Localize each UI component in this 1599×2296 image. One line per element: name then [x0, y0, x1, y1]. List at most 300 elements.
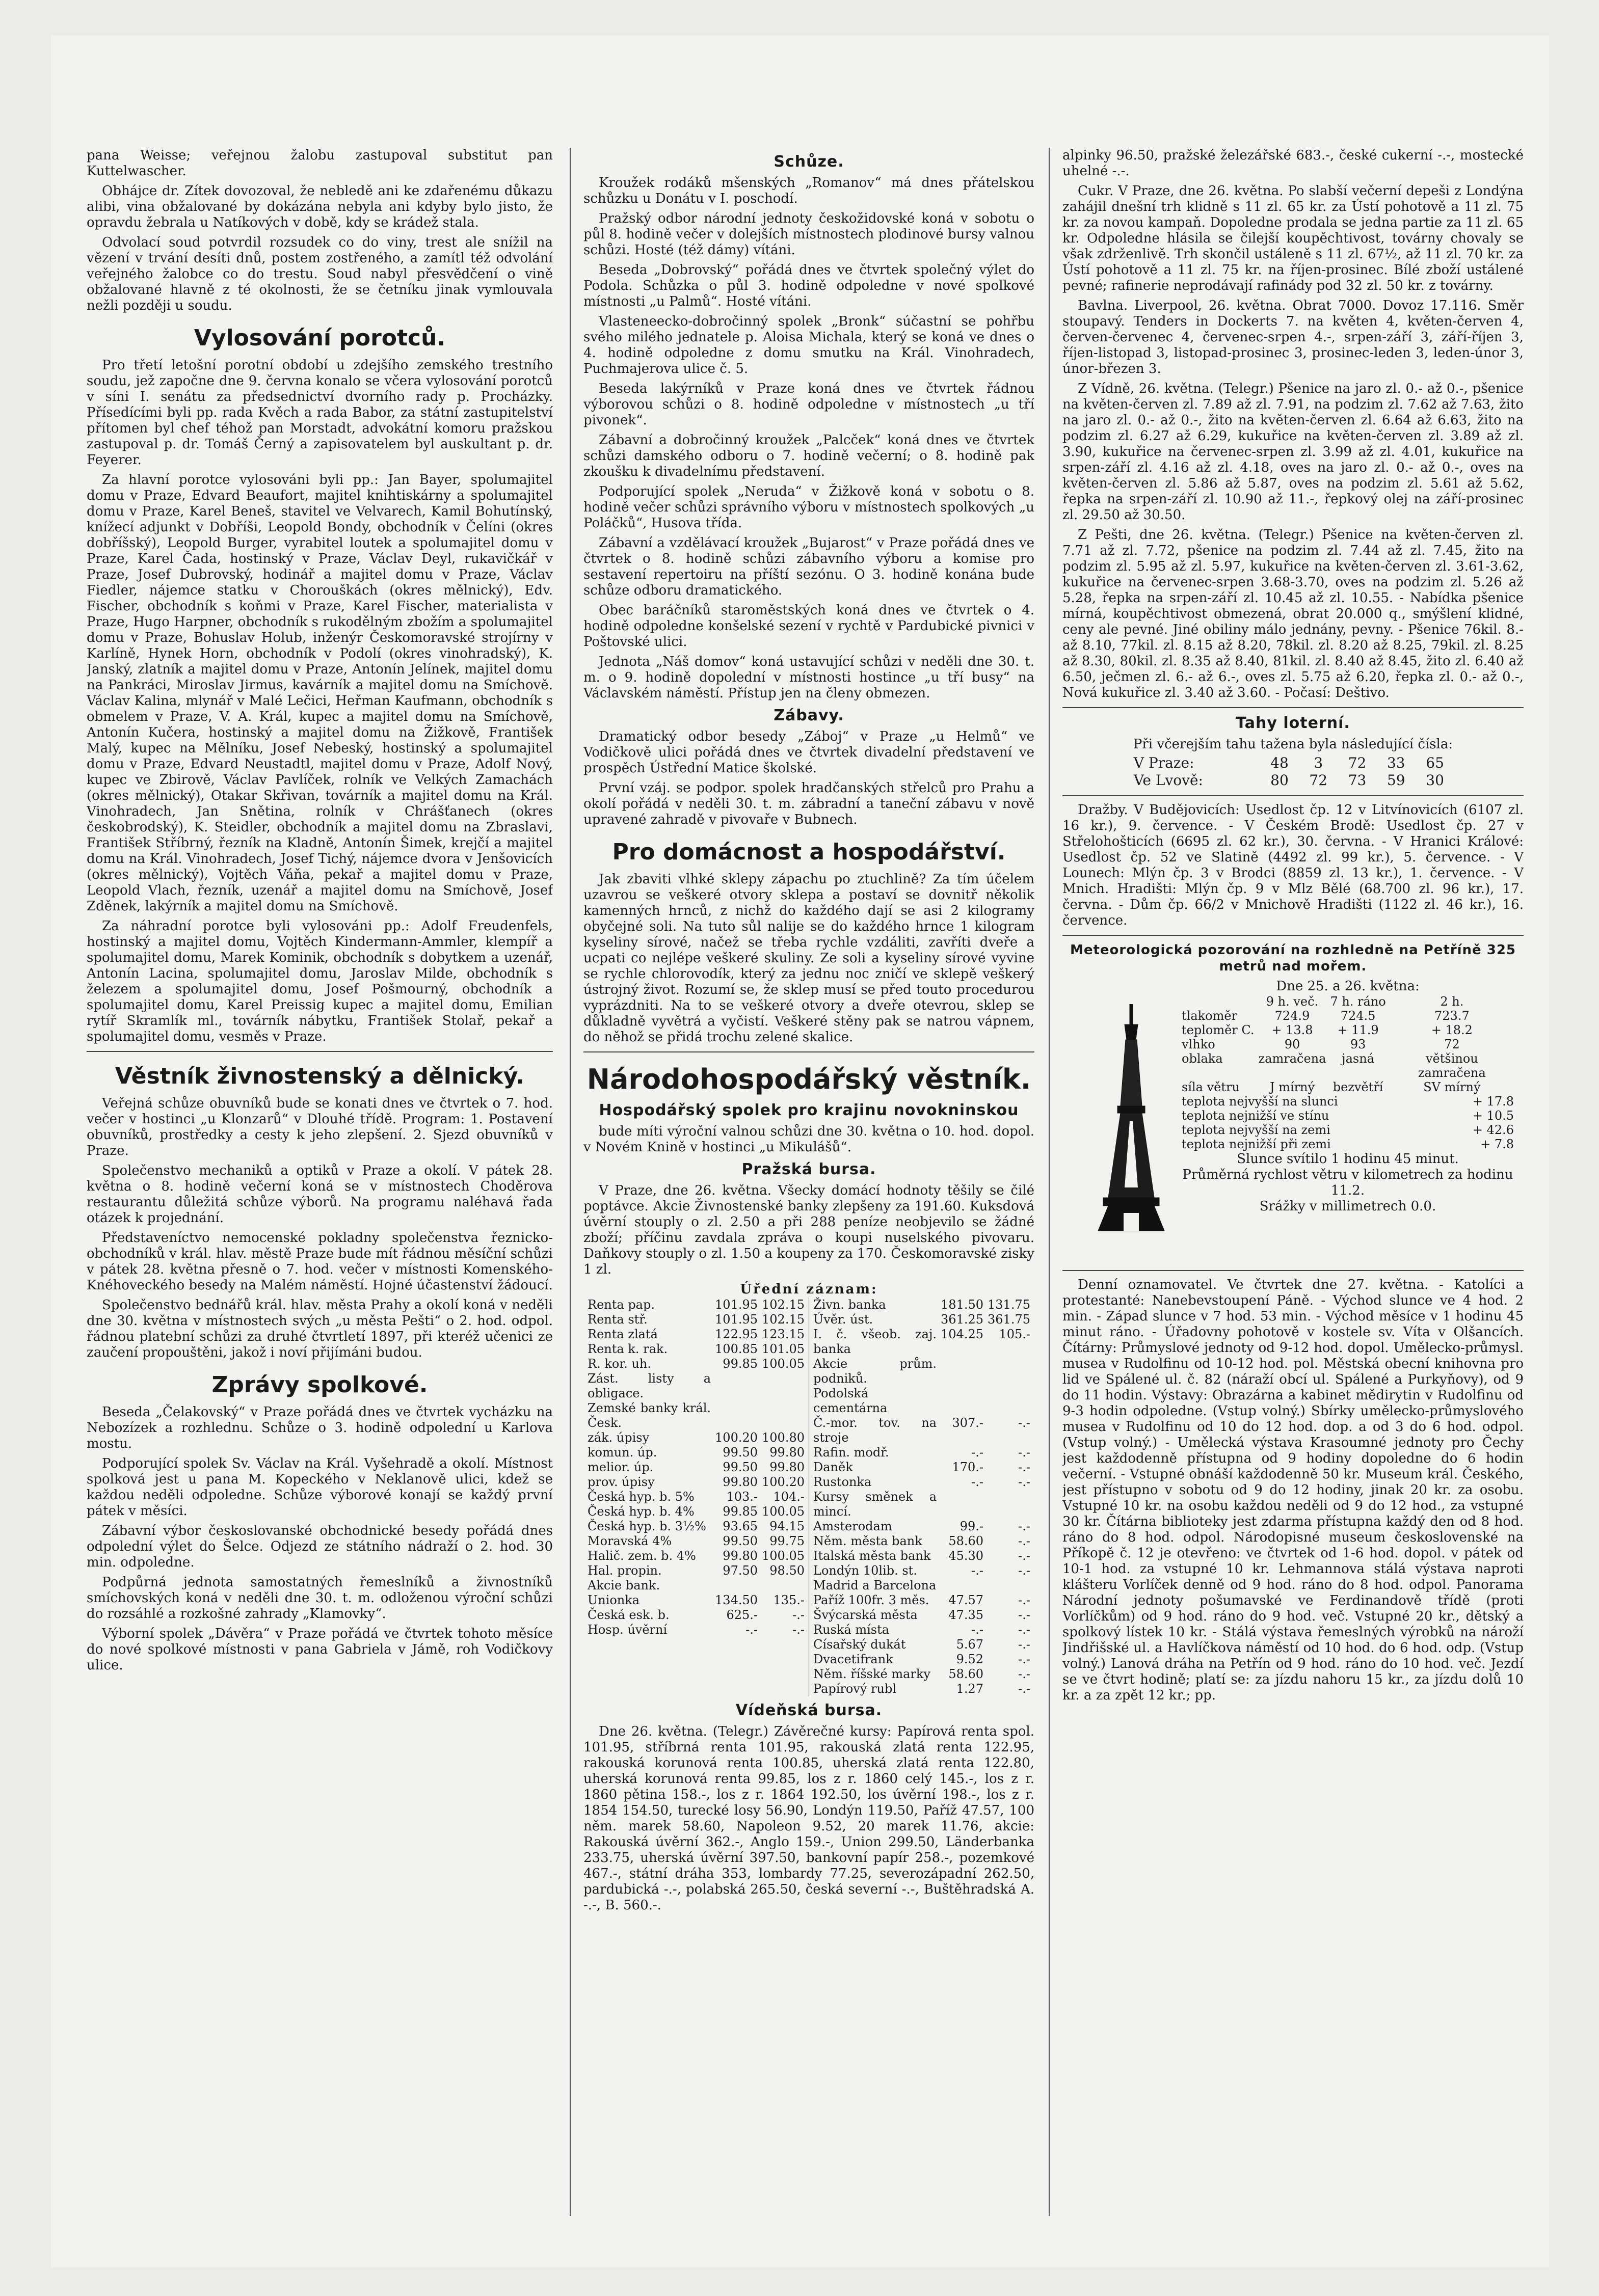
table-cell: [985, 1578, 1032, 1593]
section-heading: Vylosování porotců.: [194, 325, 446, 351]
table-cell: Amsterodam: [813, 1519, 892, 1533]
table-cell: Podolská cementárna: [813, 1386, 888, 1415]
paragraph: Jednota „Náš domov“ koná ustavující schůzi v neděli dne 30. t. m. o 9. hodině dopolední v místnosti hostince „u tří busy“ na Václavském náměstí. Přístup jen na členy obmezen.: [583, 654, 1034, 701]
paragraph: alpinky 96.50, pražské železářské 683.-, české cukerní -.-, mostecké uhelné -.-.: [1062, 148, 1524, 179]
divider: [583, 1051, 1034, 1052]
paragraph: Představeníctvo nemocenské pokladny společenstva řeznicko-obchodníků v král. hlav. městě Praze bude mít řádnou měsíční schůzi v pátek 28. května přesně o 7. hod. večer v místnosti Komenského-Knéhoveckého besedy na Malém náměstí. Hojné účastenství žádoucí.: [87, 1230, 553, 1293]
newspaper-page: [51, 36, 1549, 2267]
table-cell: 47.57: [948, 1593, 984, 1607]
paragraph: Odvolací soud potvrdil rozsudek co do viny, trest ale snížil na vězení v trvání desíti dnů, postem zostřeného, a zamítl též odvolání veřejného žalobce co do trestu. Soud nabyl přesvědčení o vině obžalované hlavně z té okolnosti, že se četníku jinak vymlouvala nežli později u soudu.: [87, 235, 553, 313]
table-row: [811, 1327, 1032, 1357]
table-row: [585, 1519, 807, 1534]
table-row: [811, 1298, 1032, 1312]
table-row: [585, 1623, 807, 1637]
paragraph: Jak zbaviti vlhké sklepy zápachu po ztuchlině? Za tím účelem uzavrou se veškeré otvory sklepa a postaví se dovnitř několik kamenných hrnců, z nichž do každého dají se asi 2 kilogramy obyčejné soli. Na tuto sůl nalije se do každého hrnce 1 kilogram kyseliny sírové, načež se třeba rychle vzdáliti, zavříti dveře a ucpati co nejlépe veškeré skuliny. Ze soli a kyseliny sírové vyvine se rychle chlorovodík, který za jednu noc zničí ve sklepě veškerý ústrojný život. Rozumí se, že sklep musí se před touto procedurou vyprázdniti. Na to se veškeré otvory a dveře otevrou, sklep se důkladně vyvětrá a vyčistí. Veškeré stěny pak se natrou vápnem, do něhož se přidá trochu zelené skalice.: [583, 872, 1034, 1045]
table-cell: jasná: [1342, 1051, 1374, 1066]
table-cell: 80: [1270, 772, 1289, 789]
table-row: [811, 1549, 1032, 1563]
table-cell: -.-: [1018, 1593, 1030, 1607]
table-cell: 99.85: [723, 1357, 758, 1371]
table-cell: Renta zlatá: [588, 1327, 658, 1341]
table-cell: 98.50: [769, 1563, 805, 1578]
table-cell: 58.60: [948, 1534, 984, 1548]
table-row: [811, 1637, 1032, 1652]
table-cell: [939, 1578, 985, 1593]
table-cell: 181.50: [941, 1298, 984, 1312]
table-cell: 100.05: [762, 1357, 805, 1371]
table-cell: Č.-mor. tov. na stroje: [813, 1416, 937, 1445]
table-cell: -.-: [971, 1623, 984, 1637]
meteo-figure: [1062, 979, 1524, 1264]
bursa-table-left: [585, 1298, 807, 1637]
divider: [1062, 707, 1524, 708]
table-cell: většinou zamračena: [1418, 1051, 1486, 1080]
table-header-cell: [1180, 994, 1257, 1009]
table-row: [811, 1445, 1032, 1460]
paragraph: Zábavní výbor českoslovanské obchodnické besedy pořádá dnes odpolední výlet do Šelce. Odjezd ze státního nádraží o 2. hod. 30 min. odpoledne.: [87, 1523, 553, 1570]
lottery-row: [1132, 772, 1455, 789]
table-cell: 99.80: [769, 1460, 805, 1474]
table-cell: zák. úpisy: [588, 1430, 650, 1445]
table-row: [811, 1460, 1032, 1475]
meteo-row: [1180, 1023, 1516, 1037]
lottery-row: [1132, 754, 1455, 772]
table-row: [585, 1312, 807, 1327]
table-row: [811, 1490, 1032, 1519]
table-cell: 99.80: [723, 1475, 758, 1489]
table-cell: 65: [1426, 754, 1444, 771]
table-row: [585, 1578, 807, 1593]
table-cell: 3: [1314, 754, 1323, 771]
table-cell: 724.9: [1274, 1009, 1310, 1023]
table-cell: 48: [1270, 754, 1289, 771]
subheading: Pražská bursa.: [741, 1160, 876, 1178]
paragraph: Denní oznamovatel. Ve čtvrtek dne 27. května. - Katolíci a protestanté: Nanebevstoupení Páně. - Východ slunce ve 4 hod. 2 min. - Západ slunce v 7 hod. 53 min. - Východ měsíce v 1 hodinu 45 minut ráno. - Úřadovny pohotově v kostele sv. Víta v Olšancích. Čítárny: Průmyslové jednoty od 9-12 hod. dopol. Umělecko-průmysl. musea v Rudolfinu od 10-12 hod. pol. Městská obecní knihovna pro lid ve Spálené ul. č. 82 (náraží obcí ul. Spálené a Purkyňovy), od 9 do 11 hodin. Výstavy: Obrazárna a kabinet mědirytin v Rudolfinu od 9-3 hodin odpoledne. (Vstup volný.) Sbírky umělecko-průmyslového musea v Rudolfinu od 10 do 12 hod. dop. a od 3 do 6 hod. odpol. (Vstup volný.) - Umělecká výstava Krasoumné jednoty pro Čechy jest každodenně přístupna od 9 hodiny dopoledne do 6 hodin večerní. - Vstupné obnáší každodenně 50 kr. Museum král. Českého, jest přístupno v sobotu od 9 do 12 hodiny, jinak 20 kr. za osobu. Vstupné 10 kr. na osobu každou neděli od 9 do 12 hod., za vstupné 30 kr. Čítárna biblioteky jest zdarma přístupna každý den od 8 hod. ráno do 8 hod. odpol. Národopisné museum československé na Příkopě č. 12 je otevřeno: ve čtvrtek od 1-6 hod. dopol. v pátek od 10-1 hod. za vstupné 10 kr. Lehmannova stálá výstava naproti klášteru Vorlíček denně od 9 hod. ráno do 8 hod. odpol. Panorama Národní jednoty pošumavské ve Ferdinandově třídě (proti Vorlíčkům) od 9 hod. ráno do 9 hod. več. Vstupné 20 kr., dětský a spolkový lístek 10 kr. - Stálá výstava řemeslných výrobků na nároží Jindřišské ul. a Havlíčkova náměstí od 10 hod. do 6 hod. odp. (Vstup volný.) Lanová dráha na Petřín od 9 hod. ráno do 10 hod. več. Jezdí se ve čtvrt hodině; platí se: za jízdu nahoru 15 kr., za jízdu dolů 10 kr. a za zpět 12 kr.; pp.: [1062, 1277, 1524, 1703]
table-row: [811, 1519, 1032, 1534]
table-cell: -.-: [971, 1445, 984, 1460]
paragraph: Společenstvo mechaniků a optiků v Praze a okolí. V pátek 28. května o 8. hodině večerní koná se v místnostech Choděrova restaurantu důležitá schůze výborů. Na programu naléhavá řada otázek k projednání.: [87, 1163, 553, 1226]
meteo-row: [1180, 1094, 1516, 1109]
table-cell: 99.80: [769, 1445, 805, 1460]
table-cell: Papírový rubl: [813, 1682, 897, 1696]
paragraph: Za hlavní porotce vylosováni byli pp.: Jan Bayer, spolumajitel domu v Praze, Edvard Beaufort, majitel knihtiskárny a spolumajitel domu v Praze, Karel Beneš, stavitel ve Velvarech, Kamil Bohutínský, knížecí adjunkt v Dobříši, Leopold Bondy, obchodník v Čelíni (okres dobříšský), Leopold Burger, vyrabitel loutek a spolumajitel domu v Praze, Karel Čada, hostinský v Praze, Václav Deyl, rukavičkář v Praze, Josef Dubrovský, hodinář a majitel domu v Praze, Václav Fiedler, nájemce statku v Chorouškách (okres mělnický), Edv. Fischer, obchodník s koňmi v Praze, Karel Fischer, materialista v Praze, Hugo Harpner, obchodník s rukodělným zbožím a spolumajitel domu v Praze, Bohuslav Holub, inženýr Českomoravské strojírny v Karlíně, Hynek Horn, obchodník v Podolí (okres vinohradský), K. Janský, zlatník a majitel domu v Praze, Antonín Jelínek, majitel domu na Pankráci, Miroslav Jirmus, kavárník a majitel domu na Smíchově. Václav Kalina, mlynář v Malé Lečici, Heřman Kaufmann, obchodník s obmelem v Praze, V. A. Král, kupec a majitel domu na Smíchově, Antonín Kučera, hostinský a majitel domu na Žižkově, František Malý, kupec na Mělníku, Josef Nebeský, hostinský a spolumajitel domu v Praze, Edvard Neustadtl, majitel domu v Praze, Adolf Nový, kupec ve Zbirově, Václav Pavlíček, rolník ve Velkých Zamachách (okres mělnický), Otakar Skřivan, továrník a majitel domu na Král. Vinohradech, Jan Snětina, rolník v Chrášťanech (okres českobrodský), K. Steidler, obchodník a majitel domu na Zbraslavi, František Stříbrný, řezník na Kladně, Antonín Šimek, krejčí a majitel domu na Král. Vinohradech, Josef Tichý, nájemce dvora v Jenšovicích (okres mělnický), Vojtěch Váňa, pekař a majitel domu v Praze, Leopold Vlach, řezník, uzenář a majitel domu na Smíchově, Josef Zděnek, lakýrník a majitel domu na Smíchově.: [87, 472, 553, 914]
table-cell: Halič. zem. b. 4%: [588, 1549, 696, 1563]
table-cell: -.-: [1018, 1416, 1030, 1430]
table-cell: [760, 1401, 807, 1430]
divider: [1062, 935, 1524, 936]
table-cell: -.-: [971, 1563, 984, 1578]
section-heading: Pro domácnost a hospodářství.: [612, 839, 1006, 865]
table-cell: 100.20: [762, 1475, 805, 1489]
bursa-table: [583, 1298, 1034, 1696]
table-cell: [939, 1386, 985, 1416]
table-cell: 100.85: [715, 1342, 758, 1356]
table-cell: komun. úp.: [588, 1445, 657, 1460]
table-row: [585, 1327, 807, 1342]
table-cell: Rustonka: [813, 1475, 872, 1489]
column-rule: [570, 148, 571, 2216]
column-left: [87, 148, 553, 2216]
table-cell: Něm. říšské marky: [813, 1667, 931, 1681]
table-cell: zamračena: [1258, 1051, 1326, 1066]
table-cell: -.-: [971, 1475, 984, 1489]
paragraph: Cukr. V Praze, dne 26. května. Po slabší večerní depeši z Londýna zahájil dnešní trh klidně s 11 zl. 65 kr. za Ústí pohotově a 11 zl. 75 kr. za novou kampaň. Dopoledne prodala se jedna partie za 11 zl. 65 kr. Odpoledne hlásila se čilejší koupěchtivost, továrny chovaly se však zdrženlivě. Trh skončil ustáleně s 11 zl. 67½, až 11 zl. 70 kr. za Ústí pohotově a 11 zl. 75 kr. na říjen-prosinec. Bílé zboží ustálené pevné; rafinerie neprodávají rafinády pod 32 zl. 50 kr. z továrny.: [1062, 183, 1524, 293]
paragraph: Zábavní a vzdělávací kroužek „Bujarost“ v Praze pořádá dnes ve čtvrtek o 8. hodině schůzi zábavního výboru a komise pro sestavení repertoiru na příští sezónu. O 3. hodině konána bude schůze odboru dramatického.: [583, 535, 1034, 598]
table-cell: -.-: [1018, 1652, 1030, 1666]
paragraph: Z Vídně, 26. května. (Telegr.) Pšenice na jaro zl. 0.- až 0.-, pšenice na květen-červen zl. 7.89 až zl. 7.91, na podzim zl. 7.62 až 7.63, žito na jaro zl. 0.- až 0.-, žito na květen-červen zl. 6.64 až 6.63, žito na podzim zl. 6.27 až 6.29, kukuřice na květen-červen zl. 3.89 až zl. 3.90, kukuřice na červenec-srpen zl. 3.99 až zl. 4.01, kukuřice na srpen-září zl. 4.16 až zl. 4.18, oves na jaro zl. 0.- až 0.-, oves na květen-červen zl. 5.86 až 5.87, oves na podzim zl. 5.61 až 5.62, řepka na srpen-září zl. 10.90 až 11.-, řepkový olej na září-prosinec zl. 29.50 až 30.50.: [1062, 381, 1524, 523]
table-cell: 5.67: [956, 1637, 984, 1652]
table-cell: 361.75: [988, 1312, 1030, 1327]
meteo-table: [1180, 994, 1516, 1094]
table-cell: 170.-: [952, 1460, 984, 1474]
table-cell: -.-: [1018, 1475, 1030, 1489]
meteo-row: [1180, 1137, 1516, 1151]
table-cell: Akcie bank.: [588, 1578, 660, 1592]
table-row: [811, 1667, 1032, 1682]
table-cell: Rafin. modř.: [813, 1445, 889, 1460]
table-cell: -.-: [792, 1608, 805, 1622]
table-cell: 1.27: [956, 1682, 984, 1696]
table-cell: Úvěr. úst.: [813, 1312, 873, 1327]
table-cell: teplota nejvyšší na zemi: [1182, 1123, 1330, 1137]
table-cell: 9.52: [956, 1652, 984, 1666]
table-row: [585, 1430, 807, 1445]
paragraph: Dramatický odbor besedy „Záboj“ v Praze „u Helmů“ ve Vodičkově ulici pořádá dnes ve čtvrtek divadelní představení ve prospěch Ústřední Matice školské.: [583, 729, 1034, 776]
table-row: [811, 1416, 1032, 1445]
section-heading: Tahy loterní.: [1236, 714, 1350, 732]
table-cell: Česká hyp. b. 3½%: [588, 1519, 706, 1533]
table-cell: 135.-: [773, 1593, 805, 1607]
table-cell: teplota nejnižší při zemi: [1182, 1137, 1331, 1151]
paragraph: Beseda „Dobrovský“ pořádá dnes ve čtvrtek společný výlet do Podola. Schůzka o půl 3. hodině odpoledne v nové spolkové místnosti „u Palmů“. Hosté vítáni.: [583, 262, 1034, 309]
paragraph: Podpůrná jednota samostatných řemeslníků a živnostníků smíchovských koná v neděli dne 30. t. m. odloženou výroční schůzi do rozsáhlé a rozkošné zahrady „Klamovky“.: [87, 1575, 553, 1622]
paragraph: Bavlna. Liverpool, 26. května. Obrat 7000. Dovoz 17.116. Směr stoupavý. Tenders in Dockerts 7. na květen 4, květen-červen 4, červen-červenec 4, červenec-srpen 4.-, srpen-září 3, září-říjen 3, říjen-listopad 3, listopad-prosinec 3, prosinec-leden 3, leden-únor 3, únor-březen 3.: [1062, 298, 1524, 376]
table-cell: vlhko: [1182, 1037, 1215, 1051]
table-cell: 45.30: [948, 1549, 984, 1563]
meteo-row: [1180, 1080, 1516, 1094]
table-cell: Madrid a Barcelona: [813, 1578, 937, 1592]
table-cell: SV mírný: [1423, 1080, 1481, 1094]
table-cell: [939, 1490, 985, 1519]
meteo-note: Slunce svítilo 1 hodinu 45 minut.: [1237, 1151, 1459, 1167]
table-row: [811, 1578, 1032, 1593]
table-cell: Daněk: [813, 1460, 853, 1474]
meteo-note: Srážky v millimetrech 0.0.: [1259, 1199, 1436, 1214]
meteo-row: [1180, 1051, 1516, 1080]
section-heading: Národohospodářský věstník.: [587, 1063, 1031, 1095]
paragraph: Pro třetí letošní porotní období u zdejšího zemského trestního soudu, jež započne dne 9. června konalo se včera vylosování porotců v síni I. senátu za předsednictví dvorního rady p. Procházky. Přísedícími byli pp. rada Kvěch a rada Babor, za státní zastupitelství přítomen byl chef téhož pan Morstadt, advokátní komoru pražskou zastupoval p. dr. Tomáš Černý a zapisovatelem byl auskultant p. dr. Feyerer.: [87, 358, 553, 468]
table-cell: teplota nejnižší ve stínu: [1182, 1109, 1329, 1123]
table-cell: + 13.8: [1271, 1023, 1313, 1037]
table-cell: 104.-: [773, 1490, 805, 1504]
paragraph: V Praze, dne 26. května. Všecky domácí hodnoty těšily se čilé poptávce. Akcie Živnostenské banky zlepšeny za 191.60. Kuksdová úvěrní stouply o zl. 2.50 a při 288 peníze neobjevilo se žádné zboží; příčinu zavdala zpráva o koupi nuselského pivovaru. Daňkovy stouply o zl. 1.50 a koupeny za 170. Českomoravské zisky 1 zl.: [583, 1183, 1034, 1277]
table-header-cell: 9 h. več.: [1266, 994, 1319, 1009]
table-cell: melior. úp.: [588, 1460, 654, 1474]
table-cell: -.-: [1018, 1667, 1030, 1681]
table-cell: -.-: [1018, 1623, 1030, 1637]
table-row: [811, 1608, 1032, 1623]
table-header-cell: 2 h.: [1440, 994, 1464, 1009]
section-heading: Schůze.: [774, 153, 844, 171]
table-row: [585, 1357, 807, 1371]
divider: [1062, 1270, 1524, 1271]
table-row: [811, 1682, 1032, 1696]
table-cell: Renta k. rak.: [588, 1342, 668, 1356]
table-cell: 131.75: [988, 1298, 1030, 1312]
table-cell: Paříž 100fr. 3 měs.: [813, 1593, 929, 1607]
section-heading: Meteorologická pozorování na rozhledně na Petříně 325 metrů nad mořem.: [1070, 942, 1516, 974]
lottery-table: [1132, 754, 1455, 789]
table-row: [585, 1401, 807, 1430]
paragraph: Dražby. V Budějovicích: Usedlost čp. 12 v Litvínovicích (6107 zl. 16 kr.), 9. července. - V Českém Brodě: Usedlost čp. 27 v Střelohošticích (6695 zl. 62 kr.), 30. června. - V Hranici Králové: Usedlost čp. 52 ve Slatině (4492 zl. 99 kr.), 5. července. - V Lounech: Mlýn čp. 3 v Brodci (8859 zl. 13 kr.), 1. července. - V Mnich. Hradišti: Mlýn čp. 9 v Mlz Bělé (68.700 zl. 96 kr.), 17. června. - Dům čp. 66/2 v Mnichově Hradišti (1122 zl. 46 kr.), 16. července.: [1062, 802, 1524, 928]
table-cell: + 7.8: [1480, 1137, 1514, 1151]
table-cell: Londýn 10lib. st.: [813, 1563, 917, 1578]
table-cell: Ve Lvově:: [1133, 772, 1203, 789]
table-cell: 73: [1348, 772, 1367, 789]
table-cell: 105.-: [999, 1327, 1030, 1341]
table-cell: 122.95: [715, 1327, 758, 1341]
table-row: [585, 1608, 807, 1623]
table-cell: 102.15: [762, 1298, 805, 1312]
table-cell: [985, 1357, 1032, 1386]
table-row: [811, 1475, 1032, 1490]
column-right: [1062, 148, 1524, 2216]
table-cell: Něm. města bank: [813, 1534, 922, 1548]
paragraph: Pražský odbor národní jednoty českožidovské koná v sobotu o půl 8. hodině večer v dolejších místnostech plodinové bursy valnou schůzi. Hosté (též dámy) vítáni.: [583, 211, 1034, 258]
table-cell: Hosp. úvěrní: [588, 1623, 668, 1637]
table-cell: Švýcarská města: [813, 1608, 918, 1622]
column-middle: [583, 148, 1034, 2216]
table-cell: -.-: [1018, 1637, 1030, 1652]
table-cell: [713, 1371, 760, 1401]
table-cell: -.-: [1018, 1519, 1030, 1533]
divider: [1062, 795, 1524, 796]
paragraph: Zábavní a dobročinný kroužek „Palcček“ koná dnes ve čtvrtek schůzi damského odboru o 7. hodině večerní; o 8. hodině pak zkoušku k divadelnímu představení.: [583, 433, 1034, 479]
table-cell: Unionka: [588, 1593, 640, 1607]
table-cell: 723.7: [1434, 1009, 1470, 1023]
table-cell: Akcie prům. podniků.: [813, 1357, 937, 1386]
table-cell: 101.05: [762, 1342, 805, 1356]
table-cell: 100.20: [715, 1430, 758, 1445]
table-cell: Zást. listy a obligace.: [588, 1371, 711, 1400]
meteo-row: [1180, 1009, 1516, 1023]
table-row: [585, 1342, 807, 1357]
table-cell: Živn. banka: [813, 1298, 886, 1312]
table-cell: 100.05: [762, 1504, 805, 1519]
table-cell: 99.50: [723, 1445, 758, 1460]
meteo-row: [1180, 1109, 1516, 1123]
table-row: [585, 1475, 807, 1490]
table-cell: oblaka: [1182, 1051, 1223, 1066]
table-row: [585, 1460, 807, 1475]
paragraph: pana Weisse; veřejnou žalobu zastupoval substitut pan Kuttelwascher.: [87, 148, 553, 179]
table-cell: 99.85: [723, 1504, 758, 1519]
paragraph: Beseda „Čelakovský“ v Praze pořádá dnes ve čtvrtek vycházku na Nebozízek a rozhlednu. Schůze o 3. hodině odpolední u Karlova mostu.: [87, 1404, 553, 1451]
paragraph: Výborní spolek „Dávěra“ v Praze pořádá ve čtvrtek tohoto měsíce do nové spolkové místnosti v pana Gabriela v Jámě, roh Vodičkovy ulice.: [87, 1626, 553, 1673]
table-cell: Renta pap.: [588, 1298, 655, 1312]
table-row: [585, 1445, 807, 1460]
table-cell: Dvacetifrank: [813, 1652, 893, 1666]
table-cell: Česká esk. b.: [588, 1608, 670, 1622]
paragraph: Obhájce dr. Zítek dovozoval, že nebledě ani ke zdařenému důkazu alibi, vina obžalované by dokázána nebyla ani kdyby bylo jisto, že opravdu žebrala u Natíkových v době, kdy se krádež stala.: [87, 183, 553, 230]
table-cell: [985, 1490, 1032, 1519]
table-row: [585, 1371, 807, 1401]
table-cell: 101.95: [715, 1298, 758, 1312]
table-cell: 93: [1350, 1037, 1366, 1051]
paragraph: Beseda lakýrníků v Praze koná dnes ve čtvrtek řádnou výborovou schůzi o 8. hodině odpoledne v místnostech „u tří pivonek“.: [583, 381, 1034, 428]
table-cell: Renta stř.: [588, 1312, 648, 1327]
table-row: [585, 1490, 807, 1504]
table-cell: 47.35: [948, 1608, 984, 1622]
table-cell: 103.-: [726, 1490, 758, 1504]
table-row: [585, 1298, 807, 1312]
table-row: [585, 1549, 807, 1563]
table-cell: 101.95: [715, 1312, 758, 1327]
table-cell: + 18.2: [1431, 1023, 1473, 1037]
table-cell: 100.05: [762, 1549, 805, 1563]
table-cell: + 10.5: [1472, 1109, 1514, 1123]
table-cell: 99.-: [960, 1519, 984, 1533]
table-cell: -.-: [1018, 1445, 1030, 1460]
subheading: Hospodářský spolek pro krajinu novokninskou: [599, 1101, 1019, 1119]
table-cell: 99.75: [769, 1534, 805, 1548]
table-row: [811, 1623, 1032, 1637]
table-cell: tlakoměr: [1182, 1009, 1238, 1023]
paragraph: Obec baráčníků staroměstských koná dnes ve čtvrtek o 4. hodině odpoledne konšelské sezení v rychtě v Pardubické pivnici v Poštovské ulici.: [583, 603, 1034, 650]
table-row: [811, 1652, 1032, 1667]
table-cell: [760, 1371, 807, 1401]
table-cell: + 17.8: [1472, 1094, 1514, 1109]
section-heading: Zábavy.: [774, 707, 844, 724]
table-cell: 99.80: [723, 1549, 758, 1563]
table-cell: Česká hyp. b. 5%: [588, 1490, 695, 1504]
table-cell: 134.50: [715, 1593, 758, 1607]
table-cell: [985, 1386, 1032, 1416]
section-heading: Věstník živnostenský a dělnický.: [115, 1063, 524, 1089]
table-cell: 99.50: [723, 1534, 758, 1548]
table-cell: -.-: [1018, 1682, 1030, 1696]
table-cell: bezvětří: [1332, 1080, 1383, 1094]
paragraph: Dne 26. května. (Telegr.) Závěrečné kursy: Papírová renta spol. 101.95, stříbrná renta 101.95, rakouská zlatá renta 122.95, rakouská korunová renta 100.85, uherská zlatá renta 122.80, uherská korunová renta 99.85, los z r. 1860 celý 145.-, los z r. 1860 pětina 158.-, los z r. 1864 192.50, los úvěrní 198.-, los z r. 1854 154.50, turecké losy 56.90, Londýn 119.50, Paříž 47.57, 100 něm. marek 58.60, Napoleon 9.52, 20 marek 11.76, akcie: Rakouská úvěrní 362.-, Anglo 159.-, Union 299.50, Länderbanka 233.75, uherská úvěrní 397.50, bankovní papír 258.-, pozemkové 467.-, státní dráha 353, lombardy 77.25, severozápadní 262.50, pardubická -.-, polabská 265.50, česká severní -.-, Buštěhradská A. -.-, B. 560.-.: [583, 1724, 1034, 1913]
paragraph: Z Pešti, dne 26. května. (Telegr.) Pšenice na květen-červen zl. 7.71 až zl. 7.72, pšenice na podzim zl. 7.44 až zl. 7.45, žito na podzim zl. 5.95 až zl. 5.97, kukuřice na květen-červen zl. 3.61-3.62, kukuřice na červenec-srpen 3.68-3.70, oves na podzim zl. 5.26 až 5.28, řepka na srpen-září zl. 10.45 až zl. 10.55. - Nabídka pšenice mírná, koupěchtivost obmezená, obrat 20.000 q., smýšlení klidné, ceny ale pevné. Jiné obiliny málo jednány, pevny. - Pšenice 76kil. 8.- až 8.10, 77kil. zl. 8.15 až 8.20, 78kil. zl. 8.20 až 8.25, 79kil. zl. 8.25 až 8.30, 80kil. zl. 8.35 až 8.40, 81kil. zl. 8.40 až 8.45, žito zl. 6.40 až 6.50, ječmen zl. 6.- až 6.-, oves zl. 5.75 až 6.20, řepka zl. 0.- až 0.-, Nová kukuřice zl. 3.40 až 3.60. - Počasí: Deštivo.: [1062, 527, 1524, 700]
table-row: [811, 1386, 1032, 1416]
table-cell: Italská města bank: [813, 1549, 931, 1563]
table-cell: prov. úpisy: [588, 1475, 655, 1489]
meteo-date: Dne 25. a 26. května:: [1276, 979, 1420, 994]
table-cell: 72: [1348, 754, 1367, 771]
table-cell: Česká hyp. b. 4%: [588, 1504, 695, 1519]
table-cell: Zemské banky král. Česk.: [588, 1401, 711, 1430]
table-row: [811, 1534, 1032, 1549]
table-cell: -.-: [792, 1623, 805, 1637]
table-cell: -.-: [1018, 1563, 1030, 1578]
table-cell: 72: [1444, 1037, 1460, 1051]
lottery-intro: Při včerejším tahu tažena byla následující čísla:: [1133, 737, 1453, 752]
paragraph: Kroužek rodáků mšenských „Romanov“ má dnes přátelskou schůzku u Donátu v I. poschodí.: [583, 175, 1034, 206]
column-rule: [1049, 148, 1050, 2216]
meteo-row: [1180, 1123, 1516, 1137]
table-cell: [713, 1578, 760, 1593]
subheading: Vídeňská bursa.: [735, 1701, 883, 1719]
table-cell: 90: [1284, 1037, 1300, 1051]
table-cell: -.-: [1018, 1534, 1030, 1548]
table-row: [585, 1593, 807, 1608]
table-cell: Hal. propin.: [588, 1563, 662, 1578]
table-cell: 307.-: [952, 1416, 984, 1430]
table-cell: [760, 1578, 807, 1593]
table-header-cell: 7 h. ráno: [1330, 994, 1386, 1009]
table-cell: + 11.9: [1337, 1023, 1379, 1037]
table-cell: 99.50: [723, 1460, 758, 1474]
table-row: [811, 1593, 1032, 1608]
table-cell: 123.15: [762, 1327, 805, 1341]
table-cell: 102.15: [762, 1312, 805, 1327]
meteo-extremes: [1180, 1094, 1516, 1151]
table-cell: -.-: [745, 1623, 758, 1637]
meteo-row: [1180, 1037, 1516, 1051]
table-cell: 33: [1387, 754, 1405, 771]
table-row: [811, 1563, 1032, 1578]
table-cell: 59: [1387, 772, 1405, 789]
table-cell: 361.25: [941, 1312, 984, 1327]
paragraph: Podporující spolek „Neruda“ v Žižkově koná v sobotu o 8. hodině večer schůzi správního výboru v místnostech spolkových „u Poláčků“, Husova třída.: [583, 484, 1034, 531]
table-cell: I. č. všeob. zaj. banka: [813, 1327, 937, 1356]
table-cell: 58.60: [948, 1667, 984, 1681]
table-cell: teplota nejvyšší na slunci: [1182, 1094, 1338, 1109]
bursa-table-right: [811, 1298, 1032, 1696]
table-cell: Ruská místa: [813, 1623, 890, 1637]
table-cell: [713, 1401, 760, 1430]
section-heading: Zprávy spolkové.: [211, 1372, 428, 1398]
table-cell: J mírný: [1269, 1080, 1315, 1094]
paragraph: Veřejná schůze obuvníků bude se konati dnes ve čtvrtek o 7. hod. večer v hostinci „u Klonzarů“ v Dlouhé třídě. Program: 1. Postavení obuvníků, prostředky a cesty k jeho zlepšení. 2. Sjezd obuvníků v Praze.: [87, 1096, 553, 1158]
meteo-note: Průměrná rychlost větru v kilometrech za hodinu 11.2.: [1182, 1167, 1513, 1198]
table-cell: 100.80: [762, 1430, 805, 1445]
paragraph: První vzáj. se podpor. spolek hradčanských střelců pro Prahu a okolí pořádá v neděli 30. t. m. zábradní a taneční zábavu v nově upravené zahradě v pivovaře v Bubnech.: [583, 780, 1034, 827]
table-cell: Kursy směnek a mincí.: [813, 1490, 937, 1519]
table-cell: 30: [1426, 772, 1444, 789]
table-cell: 724.5: [1340, 1009, 1376, 1023]
table-header-row: [1180, 994, 1516, 1009]
table-cell: -.-: [1018, 1549, 1030, 1563]
table-cell: + 42.6: [1472, 1123, 1514, 1137]
table-caption: Úřední záznam:: [740, 1282, 878, 1297]
table-row: [811, 1357, 1032, 1386]
paragraph: Společenstvo bednářů král. hlav. města Prahy a okolí koná v neděli dne 30. května v místnostech svých „u města Pešti“ o 2. hod. odpol. řádnou platební schůzi za druhé čtvrtletí 1897, při kteréž učenici ze zaučení propouštěni, jakož i noví přijímáni budou.: [87, 1298, 553, 1360]
table-cell: síla větru: [1182, 1080, 1240, 1094]
table-cell: Císařský dukát: [813, 1637, 906, 1652]
table-cell: 93.65: [723, 1519, 758, 1533]
table-cell: -.-: [1018, 1608, 1030, 1622]
table-cell: 94.15: [769, 1519, 805, 1533]
table-cell: 72: [1309, 772, 1328, 789]
table-row: [585, 1534, 807, 1549]
table-cell: Moravská 4%: [588, 1534, 672, 1548]
table-cell: 104.25: [941, 1327, 984, 1341]
table-row: [585, 1504, 807, 1519]
table-cell: 97.50: [723, 1563, 758, 1578]
tower-icon: [1093, 1004, 1169, 1233]
table-cell: 625.-: [726, 1608, 758, 1622]
divider: [87, 1051, 553, 1052]
table-cell: -.-: [1018, 1460, 1030, 1474]
table-cell: teploměr C.: [1182, 1023, 1255, 1037]
meteo-data: [1180, 979, 1516, 1214]
paragraph: Podporující spolek Sv. Václav na Král. Vyšehradě a okolí. Místnost spolková jest u pana M. Kopeckého v Neklanově ulici, kdež se každou neděli odpoledne. Schůze výborové konají se každý první pátek v měsíci.: [87, 1456, 553, 1519]
table-cell: R. kor. uh.: [588, 1357, 651, 1371]
table-row: [585, 1563, 807, 1578]
table-cell: V Praze:: [1133, 754, 1194, 771]
